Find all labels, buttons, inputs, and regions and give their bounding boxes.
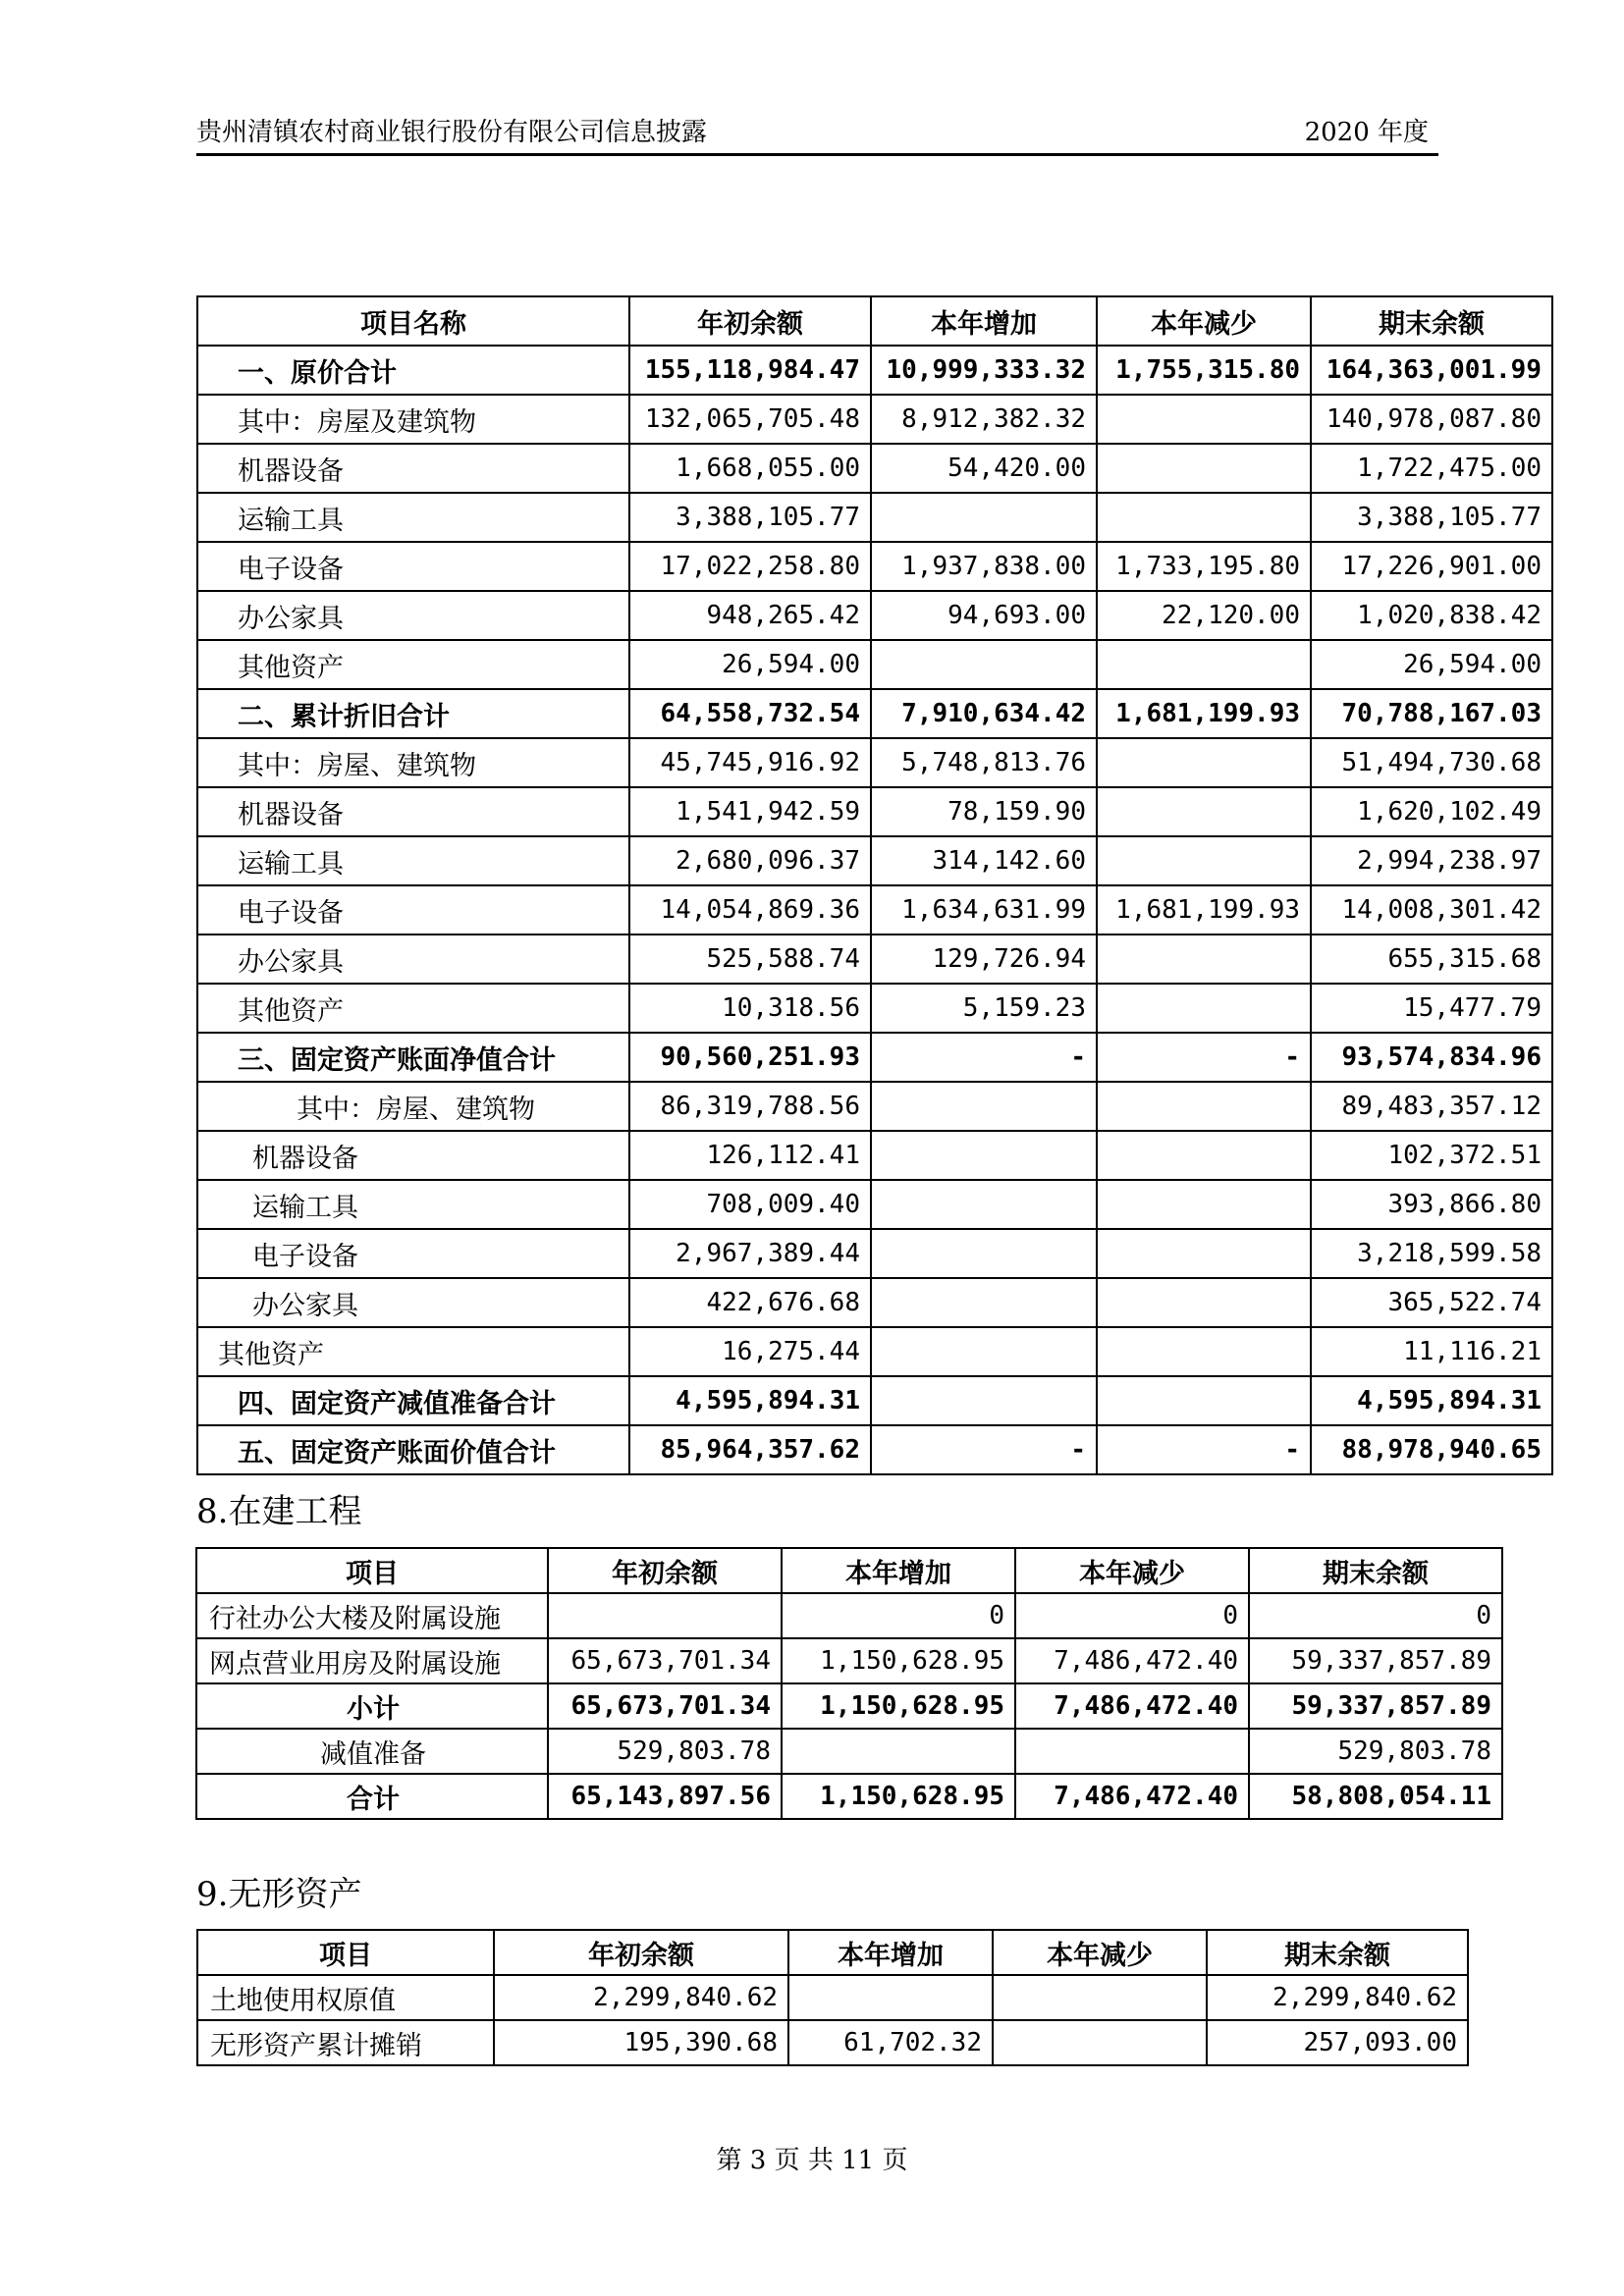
- column-header: 项目名称: [197, 296, 629, 346]
- row-label: 机器设备: [197, 1131, 629, 1180]
- row-label: 土地使用权原值: [197, 1975, 494, 2020]
- cell-value: 17,226,901.00: [1311, 542, 1552, 591]
- cell-value: 64,558,732.54: [629, 689, 871, 738]
- cell-value: 70,788,167.03: [1311, 689, 1552, 738]
- cell-value: 1,150,628.95: [782, 1683, 1015, 1729]
- cell-value: [871, 493, 1097, 542]
- cell-value: 59,337,857.89: [1249, 1638, 1502, 1683]
- table-row: [196, 1774, 1502, 1819]
- column-header: 本年减少: [1097, 296, 1311, 346]
- cell-value: 14,054,869.36: [629, 885, 871, 934]
- table-row: [197, 1082, 1552, 1131]
- table-row: [197, 984, 1552, 1033]
- cell-value: 1,722,475.00: [1311, 444, 1552, 493]
- cell-value: 2,299,840.62: [1207, 1975, 1468, 2020]
- cell-value: 65,673,701.34: [548, 1683, 782, 1729]
- cell-value: [871, 1131, 1097, 1180]
- cell-value: [1097, 493, 1311, 542]
- cell-value: [1097, 395, 1311, 444]
- table-row: [197, 885, 1552, 934]
- cell-value: 7,910,634.42: [871, 689, 1097, 738]
- page-footer: 第 3 页 共 11 页: [716, 2146, 908, 2175]
- cell-value: [1097, 984, 1311, 1033]
- cell-value: 1,020,838.42: [1311, 591, 1552, 640]
- cell-value: 2,299,840.62: [494, 1975, 788, 2020]
- table-row: [197, 493, 1552, 542]
- row-label: 四、固定资产减值准备合计: [197, 1376, 629, 1425]
- cell-value: 3,388,105.77: [1311, 493, 1552, 542]
- cell-value: 4,595,894.31: [1311, 1376, 1552, 1425]
- cell-value: [1097, 1180, 1311, 1229]
- cell-value: 1,733,195.80: [1097, 542, 1311, 591]
- cell-value: 93,574,834.96: [1311, 1033, 1552, 1082]
- table-row: [197, 2020, 1468, 2065]
- cell-value: 5,159.23: [871, 984, 1097, 1033]
- section-title-intangible: 9.无形资产: [196, 1875, 362, 1914]
- column-header: 本年减少: [993, 1930, 1207, 1975]
- section-title-construction: 8.在建工程: [196, 1492, 362, 1531]
- table-row: [197, 934, 1552, 984]
- cell-value: 1,150,628.95: [782, 1638, 1015, 1683]
- row-label: 办公家具: [197, 934, 629, 984]
- row-label: 办公家具: [197, 591, 629, 640]
- cell-value: 45,745,916.92: [629, 738, 871, 787]
- cell-value: 708,009.40: [629, 1180, 871, 1229]
- intangible-assets-table: [196, 1929, 1469, 2066]
- cell-value: 8,912,382.32: [871, 395, 1097, 444]
- column-header: 期末余额: [1207, 1930, 1468, 1975]
- row-label: 电子设备: [197, 1229, 629, 1278]
- cell-value: 3,218,599.58: [1311, 1229, 1552, 1278]
- row-label: 运输工具: [197, 836, 629, 885]
- cell-value: 0: [1015, 1593, 1249, 1638]
- cell-value: 126,112.41: [629, 1131, 871, 1180]
- cell-value: [548, 1593, 782, 1638]
- cell-value: 257,093.00: [1207, 2020, 1468, 2065]
- table-row: [197, 1425, 1552, 1474]
- cell-value: [871, 640, 1097, 689]
- cell-value: 0: [782, 1593, 1015, 1638]
- cell-value: -: [1097, 1425, 1311, 1474]
- row-label: 其他资产: [197, 640, 629, 689]
- column-header: 本年增加: [782, 1548, 1015, 1593]
- cell-value: 1,620,102.49: [1311, 787, 1552, 836]
- cell-value: 393,866.80: [1311, 1180, 1552, 1229]
- cell-value: 0: [1249, 1593, 1502, 1638]
- cell-value: 1,681,199.93: [1097, 689, 1311, 738]
- cell-value: 1,937,838.00: [871, 542, 1097, 591]
- cell-value: [1097, 1278, 1311, 1327]
- column-header: 年初余额: [494, 1930, 788, 1975]
- cell-value: 102,372.51: [1311, 1131, 1552, 1180]
- cell-value: [871, 1327, 1097, 1376]
- cell-value: 7,486,472.40: [1015, 1774, 1249, 1819]
- row-label: 其中：房屋及建筑物: [197, 395, 629, 444]
- row-label: 小计: [196, 1683, 548, 1729]
- cell-value: [1097, 1327, 1311, 1376]
- cell-value: 54,420.00: [871, 444, 1097, 493]
- cell-value: [871, 1278, 1097, 1327]
- cell-value: 529,803.78: [548, 1729, 782, 1774]
- cell-value: [1097, 934, 1311, 984]
- organization-name: 贵州清镇农村商业银行股份有限公司信息披露: [196, 118, 708, 147]
- row-label: 行社办公大楼及附属设施: [196, 1593, 548, 1638]
- row-label: 减值准备: [196, 1729, 548, 1774]
- column-header: 本年增加: [788, 1930, 993, 1975]
- column-header: 本年减少: [1015, 1548, 1249, 1593]
- cell-value: [1097, 787, 1311, 836]
- cell-value: 61,702.32: [788, 2020, 993, 2065]
- table-row: [197, 1376, 1552, 1425]
- cell-value: 26,594.00: [1311, 640, 1552, 689]
- column-header: 项目: [196, 1548, 548, 1593]
- cell-value: 1,541,942.59: [629, 787, 871, 836]
- row-label: 其中：房屋、建筑物: [197, 1082, 629, 1131]
- table-row: [197, 444, 1552, 493]
- cell-value: 94,693.00: [871, 591, 1097, 640]
- cell-value: 86,319,788.56: [629, 1082, 871, 1131]
- cell-value: 3,388,105.77: [629, 493, 871, 542]
- cell-value: 14,008,301.42: [1311, 885, 1552, 934]
- cell-value: 5,748,813.76: [871, 738, 1097, 787]
- table-row: [197, 591, 1552, 640]
- cell-value: 655,315.68: [1311, 934, 1552, 984]
- cell-value: 11,116.21: [1311, 1327, 1552, 1376]
- row-label: 一、原价合计: [197, 346, 629, 395]
- table-row: [197, 1278, 1552, 1327]
- table-row: [196, 1683, 1502, 1729]
- cell-value: 78,159.90: [871, 787, 1097, 836]
- construction-in-progress-table: [195, 1547, 1503, 1820]
- cell-value: 65,673,701.34: [548, 1638, 782, 1683]
- cell-value: 26,594.00: [629, 640, 871, 689]
- table-row: [197, 689, 1552, 738]
- column-header: 年初余额: [629, 296, 871, 346]
- cell-value: [782, 1729, 1015, 1774]
- table-row: [197, 1033, 1552, 1082]
- column-header: 项目: [197, 1930, 494, 1975]
- row-label: 机器设备: [197, 787, 629, 836]
- row-label: 二、累计折旧合计: [197, 689, 629, 738]
- table-header-row: [197, 1930, 1468, 1975]
- column-header: 期末余额: [1249, 1548, 1502, 1593]
- table-row: [196, 1638, 1502, 1683]
- cell-value: 1,755,315.80: [1097, 346, 1311, 395]
- cell-value: [1097, 738, 1311, 787]
- cell-value: 132,065,705.48: [629, 395, 871, 444]
- cell-value: 89,483,357.12: [1311, 1082, 1552, 1131]
- row-label: 其他资产: [197, 984, 629, 1033]
- cell-value: 7,486,472.40: [1015, 1683, 1249, 1729]
- cell-value: 65,143,897.56: [548, 1774, 782, 1819]
- cell-value: [1097, 444, 1311, 493]
- table-row: [197, 640, 1552, 689]
- row-label: 运输工具: [197, 493, 629, 542]
- table-row: [197, 1180, 1552, 1229]
- cell-value: [871, 1082, 1097, 1131]
- column-header: 年初余额: [548, 1548, 782, 1593]
- table-header-row: [196, 1548, 1502, 1593]
- cell-value: [1097, 1131, 1311, 1180]
- table-row: [196, 1729, 1502, 1774]
- cell-value: 59,337,857.89: [1249, 1683, 1502, 1729]
- cell-value: [1097, 836, 1311, 885]
- row-label: 五、固定资产账面价值合计: [197, 1425, 629, 1474]
- cell-value: 2,680,096.37: [629, 836, 871, 885]
- cell-value: 22,120.00: [1097, 591, 1311, 640]
- cell-value: 525,588.74: [629, 934, 871, 984]
- row-label: 无形资产累计摊销: [197, 2020, 494, 2065]
- column-header: 期末余额: [1311, 296, 1552, 346]
- cell-value: 15,477.79: [1311, 984, 1552, 1033]
- table-row: [197, 1327, 1552, 1376]
- cell-value: 17,022,258.80: [629, 542, 871, 591]
- cell-value: [1097, 640, 1311, 689]
- cell-value: 2,994,238.97: [1311, 836, 1552, 885]
- row-label: 办公家具: [197, 1278, 629, 1327]
- table-row: [196, 1593, 1502, 1638]
- cell-value: 88,978,940.65: [1311, 1425, 1552, 1474]
- row-label: 三、固定资产账面净值合计: [197, 1033, 629, 1082]
- cell-value: -: [871, 1033, 1097, 1082]
- row-label: 其中：房屋、建筑物: [197, 738, 629, 787]
- cell-value: [1097, 1082, 1311, 1131]
- cell-value: [871, 1229, 1097, 1278]
- cell-value: [1097, 1229, 1311, 1278]
- cell-value: 948,265.42: [629, 591, 871, 640]
- cell-value: 155,118,984.47: [629, 346, 871, 395]
- cell-value: 1,150,628.95: [782, 1774, 1015, 1819]
- cell-value: 129,726.94: [871, 934, 1097, 984]
- table-row: [197, 738, 1552, 787]
- table-row: [197, 395, 1552, 444]
- cell-value: 365,522.74: [1311, 1278, 1552, 1327]
- page-header: [196, 116, 1438, 156]
- table-row: [197, 346, 1552, 395]
- cell-value: 10,318.56: [629, 984, 871, 1033]
- cell-value: 1,668,055.00: [629, 444, 871, 493]
- cell-value: -: [1097, 1033, 1311, 1082]
- cell-value: 195,390.68: [494, 2020, 788, 2065]
- cell-value: [871, 1180, 1097, 1229]
- row-label: 电子设备: [197, 885, 629, 934]
- cell-value: 1,681,199.93: [1097, 885, 1311, 934]
- cell-value: 314,142.60: [871, 836, 1097, 885]
- cell-value: [1015, 1729, 1249, 1774]
- table-row: [197, 836, 1552, 885]
- cell-value: -: [871, 1425, 1097, 1474]
- cell-value: 422,676.68: [629, 1278, 871, 1327]
- table-row: [197, 1975, 1468, 2020]
- report-year: 2020 年度: [1304, 118, 1429, 147]
- row-label: 网点营业用房及附属设施: [196, 1638, 548, 1683]
- row-label: 合计: [196, 1774, 548, 1819]
- cell-value: [993, 1975, 1207, 2020]
- cell-value: 529,803.78: [1249, 1729, 1502, 1774]
- table-row: [197, 542, 1552, 591]
- cell-value: 140,978,087.80: [1311, 395, 1552, 444]
- row-label: 机器设备: [197, 444, 629, 493]
- row-label: 其他资产: [197, 1327, 629, 1376]
- cell-value: [788, 1975, 993, 2020]
- row-label: 运输工具: [197, 1180, 629, 1229]
- table-header-row: [197, 296, 1552, 346]
- table-row: [197, 1229, 1552, 1278]
- cell-value: 164,363,001.99: [1311, 346, 1552, 395]
- cell-value: 58,808,054.11: [1249, 1774, 1502, 1819]
- table-row: [197, 1131, 1552, 1180]
- cell-value: 2,967,389.44: [629, 1229, 871, 1278]
- column-header: 本年增加: [871, 296, 1097, 346]
- row-label: 电子设备: [197, 542, 629, 591]
- fixed-assets-table: [196, 295, 1553, 1475]
- cell-value: 90,560,251.93: [629, 1033, 871, 1082]
- cell-value: 16,275.44: [629, 1327, 871, 1376]
- cell-value: 10,999,333.32: [871, 346, 1097, 395]
- cell-value: 51,494,730.68: [1311, 738, 1552, 787]
- cell-value: [871, 1376, 1097, 1425]
- cell-value: [1097, 1376, 1311, 1425]
- cell-value: 85,964,357.62: [629, 1425, 871, 1474]
- cell-value: 7,486,472.40: [1015, 1638, 1249, 1683]
- cell-value: 4,595,894.31: [629, 1376, 871, 1425]
- cell-value: 1,634,631.99: [871, 885, 1097, 934]
- cell-value: [993, 2020, 1207, 2065]
- table-row: [197, 787, 1552, 836]
